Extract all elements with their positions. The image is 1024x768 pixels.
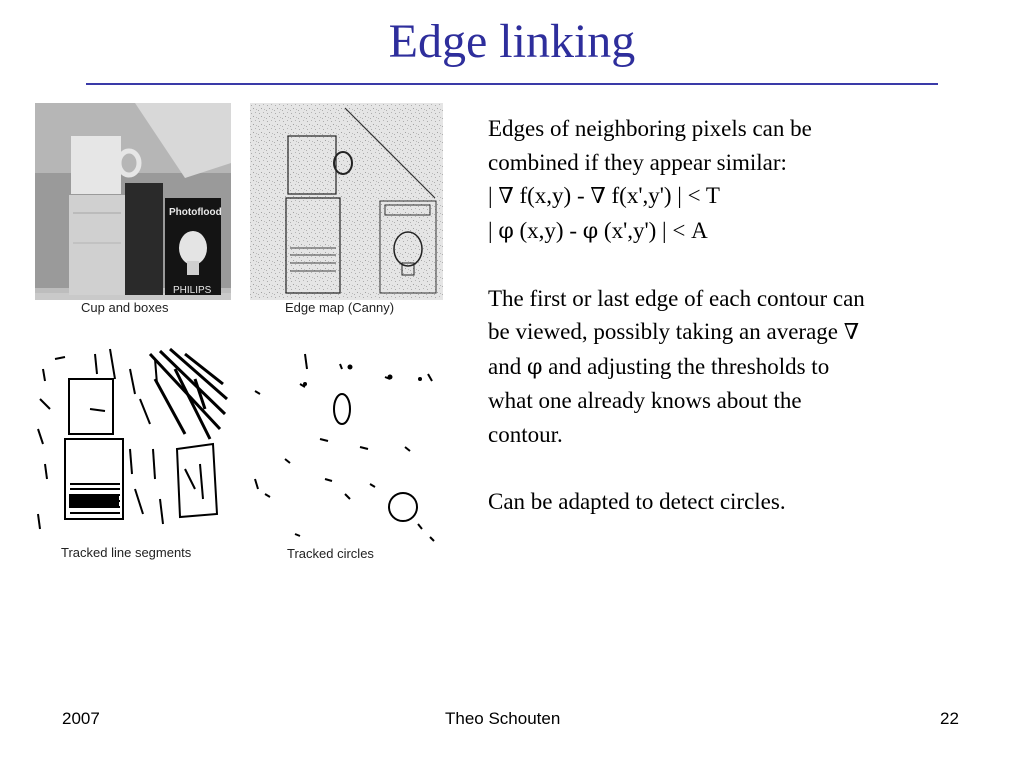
para2-line5: contour. [488, 421, 563, 447]
para2-line4: what one already knows about the [488, 388, 802, 413]
para2-line3 [488, 350, 968, 385]
tracked-circles-image [250, 339, 443, 549]
equation-gradient [488, 179, 968, 214]
caption-tracked-circles: Tracked circles [287, 546, 374, 561]
footer-author: Theo Schouten [445, 709, 561, 728]
phi-symbol: φ [498, 218, 514, 244]
para2-line3-end: and adjusting the thresholds to [548, 353, 830, 379]
eq2-end: (x',y') | < A [603, 217, 708, 243]
caption-edge-map: Edge map (Canny) [285, 300, 395, 315]
caption-cup-and-boxes: Cup and boxes [81, 300, 169, 315]
footer-year: 2007 [62, 709, 100, 728]
para3: Can be adapted to detect circles. [488, 488, 786, 514]
eq1-mid: f(x,y) - [519, 183, 585, 208]
nabla-symbol: ∇ [498, 184, 514, 209]
edge-map-image [250, 103, 443, 300]
title-underline [86, 83, 938, 85]
nabla-symbol: ∇ [843, 320, 860, 345]
eq1-end: f(x',y') | < T [611, 183, 720, 208]
photoflood-label: Photoflood [169, 207, 222, 218]
eq2-mid: (x,y) - [519, 217, 577, 243]
philips-label: PHILIPS [173, 285, 212, 296]
slide-title: Edge linking [388, 15, 636, 68]
cup-and-boxes-image [35, 103, 231, 300]
para2-line3-start: and [488, 353, 522, 379]
equation-direction [488, 214, 968, 249]
caption-tracked-line-segments: Tracked line segments [61, 545, 192, 560]
para1-line1: Edges of neighboring pixels can be [488, 116, 812, 141]
eq1-bar: | [488, 183, 493, 208]
para1-line2: combined if they appear similar: [488, 149, 787, 175]
nabla-symbol: ∇ [590, 184, 606, 209]
slide-body [488, 112, 968, 518]
eq2-bar: | [488, 217, 493, 243]
para2-line2-text: be viewed, possibly taking an average [488, 319, 838, 344]
phi-symbol: φ [526, 354, 543, 380]
tracked-line-segments-image [35, 339, 231, 549]
para2-line2 [488, 315, 968, 350]
edge-linking-figure [35, 103, 443, 565]
para2-line1: The first or last edge of each contour can [488, 285, 865, 311]
footer-page-number: 22 [940, 709, 959, 728]
phi-symbol: φ [582, 218, 599, 244]
